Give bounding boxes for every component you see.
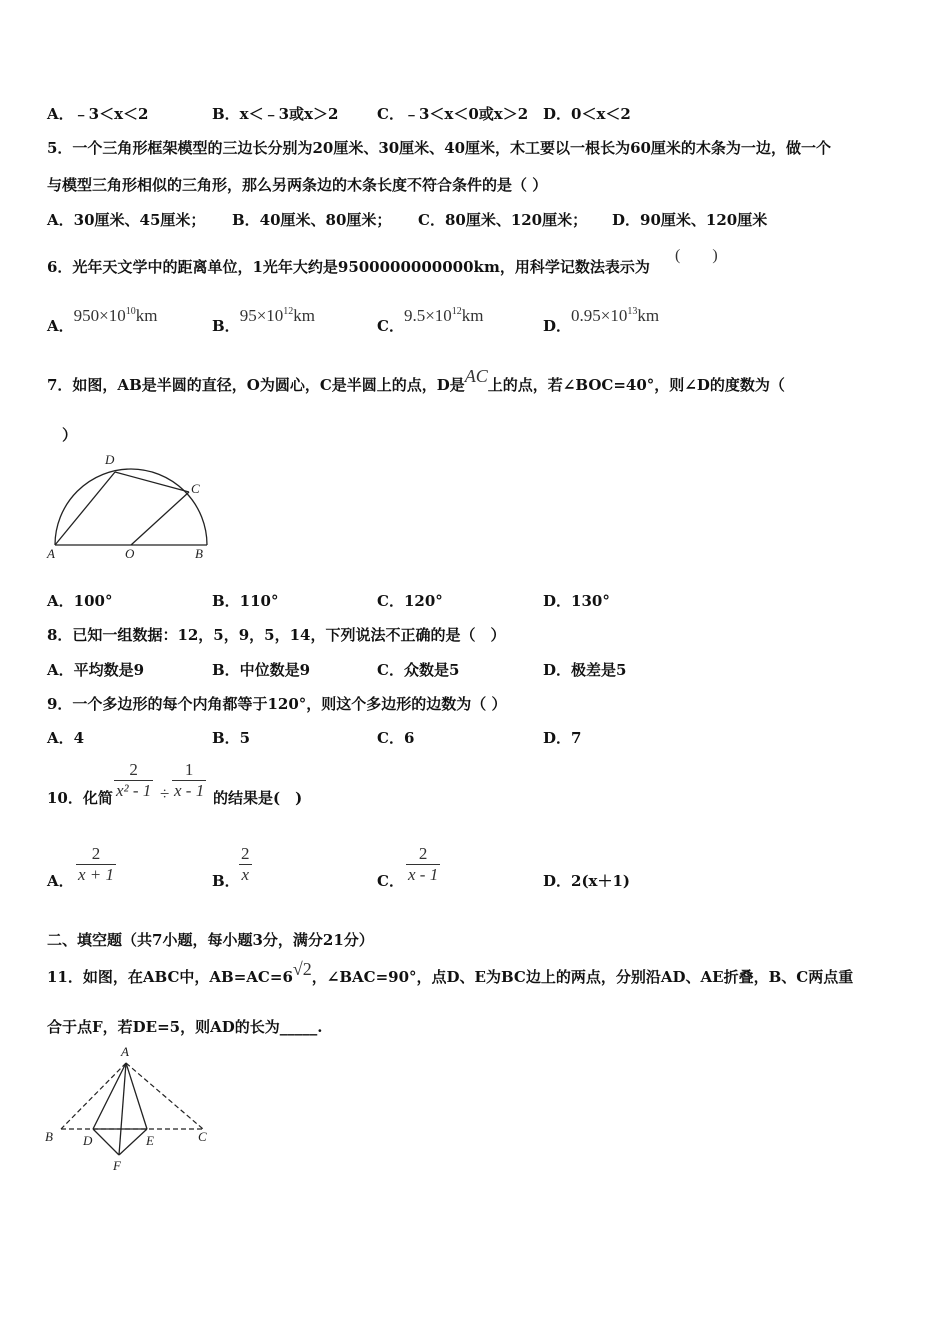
q10-option-d: [543, 870, 630, 891]
q8-option-b: B．中位数是9: [212, 661, 311, 679]
q6-stem: 6．光年天文学中的距离单位，1光年大约是9500000000000km，用科学记数法表示为: [47, 258, 650, 276]
q4-option-d: D．0＜x＜2: [543, 105, 631, 123]
q10-option-b-numerator: 2: [241, 844, 250, 863]
q11-label-b: B: [45, 1129, 53, 1144]
q7-label-b: B: [195, 546, 203, 560]
q7-label-c: C: [191, 481, 200, 496]
q5-option-d: D．90厘米、120厘米: [612, 211, 768, 229]
q10-option-c-label: C．: [377, 872, 404, 890]
q10-option-a-numerator: 2: [91, 844, 101, 863]
q7-option-c: C．120°: [377, 592, 443, 610]
q7-arc-ac: AC: [464, 366, 488, 386]
q10-option-c-numerator: 2: [418, 844, 428, 863]
q6-option-d-unit: km: [637, 306, 660, 325]
q7-stem-close: ）: [62, 426, 78, 444]
q10-fraction-2: [172, 760, 206, 801]
q10-fraction-1: [114, 760, 153, 801]
q6-option-b-label: B．: [212, 317, 240, 335]
q7-stem-part1: 7．如图，AB是半圆的直径，O为圆心，C是半圆上的点，D是: [47, 376, 465, 394]
q5-stem-line1: 5．一个三角形框架模型的三边长分别为20厘米、30厘米、40厘米，木工要以一根长为60厘米的木条为一边，做一个: [47, 139, 831, 157]
q8-stem: 8．已知一组数据：12，5，9，5，14，下列说法不正确的是（ ）: [47, 626, 506, 644]
q6-option-c-label: C．: [377, 317, 404, 335]
q7-option-b: B．110°: [212, 592, 279, 610]
q6-option-d-exponent: 13: [627, 306, 638, 317]
q7-label-o: O: [125, 546, 135, 560]
q10-option-b-denominator: x: [239, 864, 252, 885]
q4-option-a: A．﹣3＜x＜2: [47, 105, 149, 123]
q10-fraction-2-numerator: 1: [184, 760, 194, 779]
q9-option-b: B．5: [212, 729, 251, 747]
q4-option-c: C．﹣3＜x＜0或x＞2: [377, 105, 529, 123]
q11-stem-part1: 11．如图，在ABC中，AB=AC=6: [47, 968, 293, 986]
q11-triangle-figure: [43, 1043, 215, 1177]
q5-option-b: B．40厘米、80厘米；: [232, 211, 392, 229]
q7-option-a: A．100°: [47, 592, 113, 610]
q6-option-a-unit: km: [135, 306, 158, 325]
q9-option-c: C．6: [377, 729, 415, 747]
q7-stem: [47, 366, 785, 395]
q11-stem-part2: ，∠BAC=90°，点D、E为BC边上的两点，分别沿AD、AE折叠，B、C两点重: [311, 968, 854, 986]
q7-label-a: A: [47, 546, 55, 560]
q5-option-c: C．80厘米、120厘米；: [418, 211, 588, 229]
q11-stem-line1: [47, 959, 854, 987]
q7-semicircle-figure: [45, 448, 213, 560]
q6-option-c: [377, 306, 484, 336]
q10-option-d-label: D．: [543, 872, 572, 890]
q6-option-b-exponent: 12: [283, 306, 294, 317]
q10-suffix: 的结果是( ): [213, 789, 303, 807]
q11-sqrt-2: √2: [292, 959, 312, 979]
q10-option-a-denominator: x + 1: [78, 865, 115, 884]
q10-divide-sign: ÷: [160, 784, 170, 803]
q7-label-d: D: [105, 452, 115, 467]
q6-option-c-unit: km: [461, 306, 484, 325]
q6-option-a-mantissa: 950×10: [73, 306, 126, 325]
q8-option-d: D．极差是5: [543, 661, 627, 679]
q7-stem-part2: 上的点，若∠BOC=40°，则∠D的度数为（: [487, 376, 785, 394]
q4-option-b: B．x＜﹣3或x＞2: [212, 105, 339, 123]
q10-prefix: 10．化简: [47, 789, 113, 807]
q5-stem-line2: 与模型三角形相似的三角形，那么另两条边的木条长度不符合条件的是（ ）: [47, 176, 548, 194]
q6-option-d-mantissa: 0.95×10: [571, 306, 628, 325]
q6-option-c-exponent: 12: [451, 306, 462, 317]
q8-option-c: C．众数是5: [377, 661, 460, 679]
q10-fraction-2-denominator: x - 1: [174, 781, 205, 800]
q6-option-b-mantissa: 95×10: [239, 306, 284, 325]
q11-label-d: D: [83, 1133, 93, 1148]
q8-option-a: A．平均数是9: [47, 661, 145, 679]
q6-option-d-label: D．: [543, 317, 572, 335]
q9-option-a: A．4: [47, 729, 85, 747]
q11-label-f: F: [113, 1158, 121, 1173]
q11-label-c: C: [198, 1129, 207, 1144]
q6-option-a-exponent: 10: [125, 306, 136, 317]
q7-option-d: D．130°: [543, 592, 610, 610]
q10-option-a-fraction: [76, 844, 116, 885]
q10-option-b-label: B．: [212, 872, 240, 890]
q10-option-d-value: 2(x＋1): [571, 872, 631, 890]
q6-option-b-unit: km: [293, 306, 316, 325]
q11-label-a: A: [121, 1044, 129, 1059]
q10-option-c-fraction: [406, 844, 440, 885]
q10-option-c-denominator: x - 1: [408, 865, 439, 884]
q10-fraction-1-denominator: x² - 1: [116, 781, 152, 800]
q10-fraction-1-numerator: 2: [129, 760, 138, 779]
q9-option-d: D．7: [543, 729, 582, 747]
q11-stem-line2: 合于点F，若DE=5，则AD的长为_____.: [47, 1018, 323, 1036]
q11-label-e: E: [146, 1133, 154, 1148]
q6-option-c-mantissa: 9.5×10: [403, 306, 452, 325]
q6-answer-paren: ( ): [675, 247, 718, 264]
q6-option-d: [543, 306, 660, 336]
q6-option-a-label: A．: [47, 317, 74, 335]
q10-option-a-label: A．: [47, 872, 74, 890]
q10-option-b-fraction: [239, 844, 252, 885]
q6-option-a: [47, 306, 158, 336]
q9-stem: 9．一个多边形的每个内角都等于120°，则这个多边形的边数为（ ）: [47, 695, 507, 713]
section-2-heading: 二、填空题（共7小题，每小题3分，满分21分）: [47, 931, 374, 949]
q5-option-a: A．30厘米、45厘米；: [47, 211, 206, 229]
q6-option-b: [212, 306, 316, 336]
